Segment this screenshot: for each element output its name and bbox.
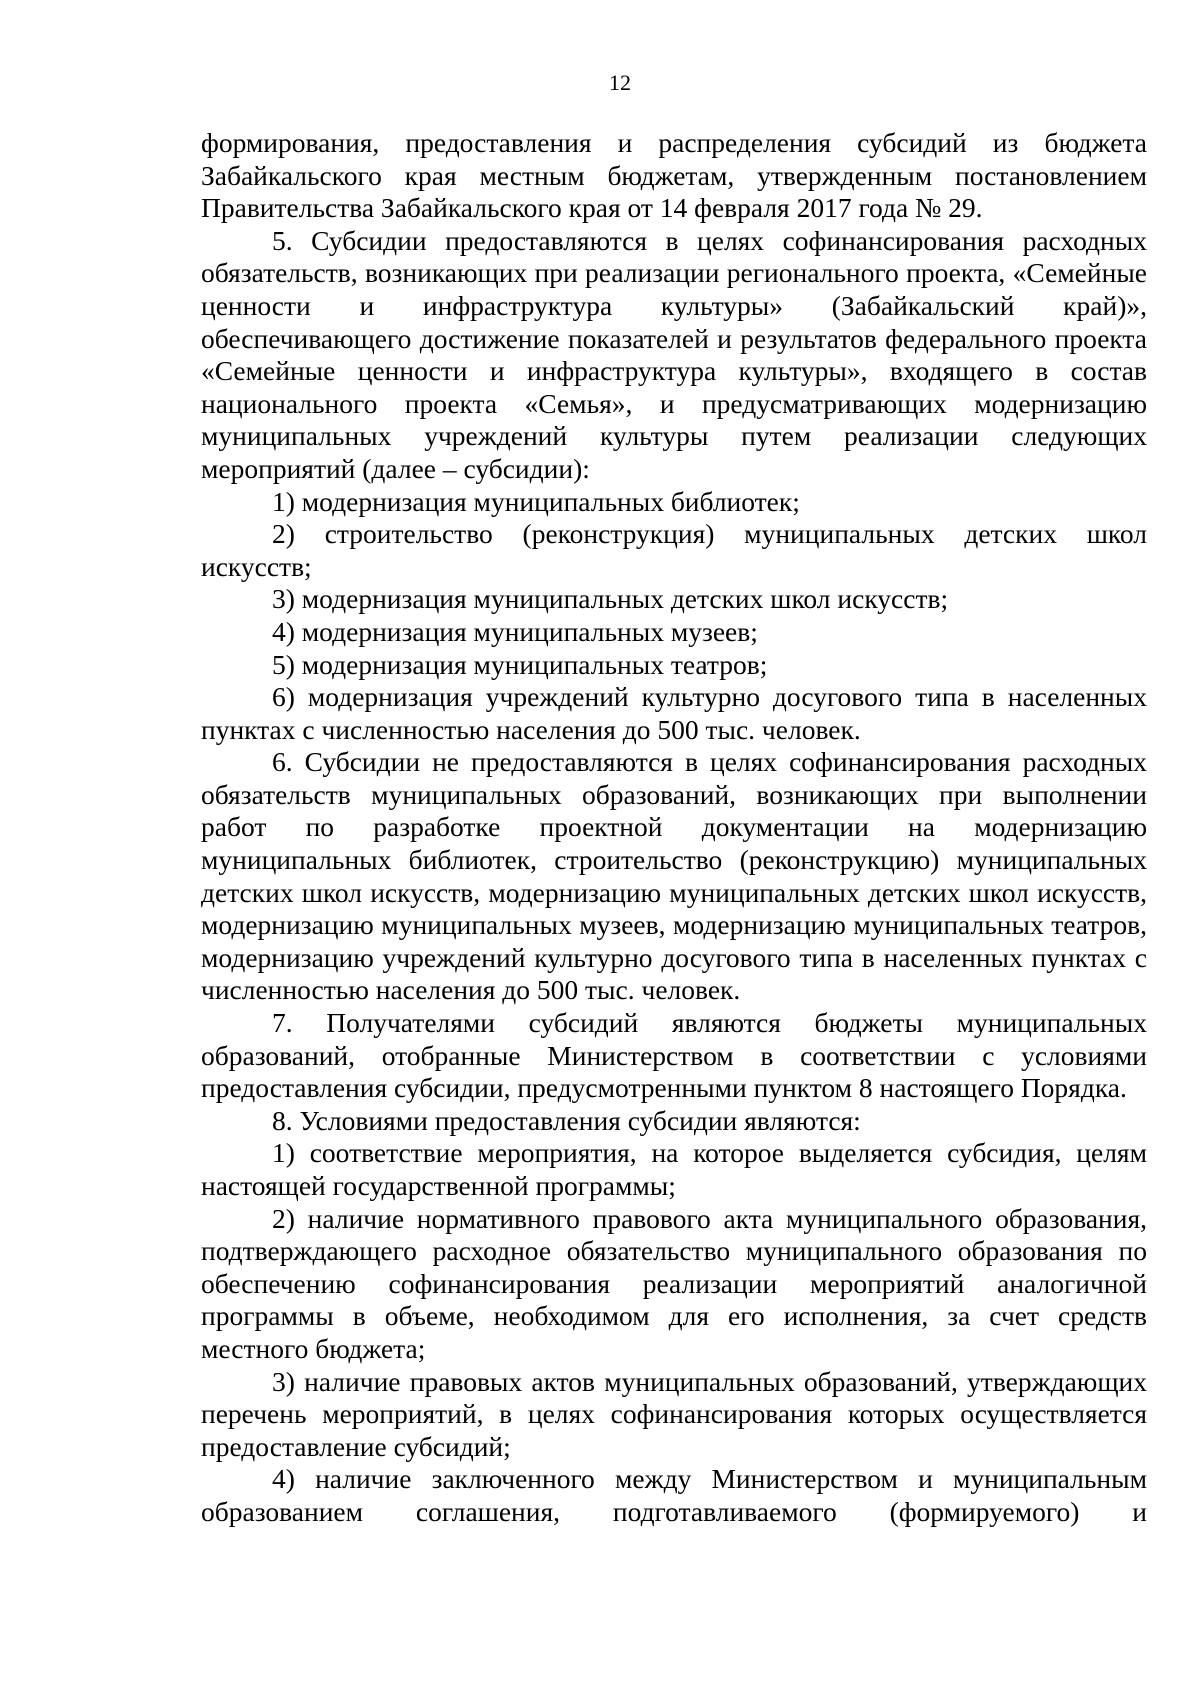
paragraph: 7. Получателями субсидий являются бюджеты муниципальных образований, отобранные Министерством в соответствии с условиями предоставления субсидии, предусмотренными пунктом 8 настоящего Порядка. [201, 1007, 1147, 1104]
list-item: 5) модернизация муниципальных театров; [272, 648, 768, 680]
list-item: 2) строительство (реконструкция) муниципальных детских школ искусств; [201, 518, 1147, 582]
list-item: 2) наличие нормативного правового акта муниципального образования, подтверждающего расходное обязательство муниципального образования по обеспечению софинансирования реализации мероприятий аналогичной программы в объеме, необходимом для его исполнения, за счет средств местного бюджета; [201, 1202, 1147, 1364]
list-item: 3) модернизация муниципальных детских школ искусств; [272, 583, 949, 615]
list-item: 4) модернизация муниципальных музеев; [272, 615, 758, 647]
list-item: 1) соответствие мероприятия, на которое выделяется субсидия, целям настоящей государственной программы; [201, 1137, 1147, 1201]
paragraph: 8. Условиями предоставления субсидии являются: [272, 1104, 861, 1136]
list-item: 3) наличие правовых актов муниципальных образований, утверждающих перечень мероприятий, в целях софинансирования которых осуществляется предоставление субсидий; [201, 1365, 1147, 1462]
list-item: 4) наличие заключенного между Министерством и муниципальным образованием соглашения, подготавливаемого (формируемого) и [201, 1463, 1147, 1527]
page-number: 12 [609, 70, 631, 95]
list-item: 6) модернизация учреждений культурно досугового типа в населенных пунктах с численностью населения до 500 тыс. человек. [201, 681, 1147, 745]
document-body [201, 127, 1147, 1529]
list-item: 1) модернизация муниципальных библиотек; [272, 485, 800, 517]
paragraph: формирования, предоставления и распределения субсидий из бюджета Забайкальского края местным бюджетам, утвержденным постановлением Правительства Забайкальского края от 14 февраля 2017 года № 29. [201, 127, 1147, 224]
paragraph: 6. Субсидии не предоставляются в целях софинансирования расходных обязательств муниципальных образований, возникающих при выполнении работ по разработке проектной документации на модернизацию муниципальных библиотек, строительство (реконструкцию) муниципальных детских школ искусств, модернизацию муниципальных детских школ искусств, модернизацию муниципальных музеев, модернизацию муниципальных театров, модернизацию учреждений культурно досугового типа в населенных пунктах с численностью населения до 500 тыс. человек. [201, 746, 1147, 1006]
paragraph: 5. Субсидии предоставляются в целях софинансирования расходных обязательств, возникающих при реализации регионального проекта, «Семейные ценности и инфраструктура культуры» (Забайкальский край)», обеспечивающего достижение показателей и результатов федерального проекта «Семейные ценности и инфраструктура культуры», входящего в состав национального проекта «Семья», и предусматривающих модернизацию муниципальных учреждений культуры путем реализации следующих мероприятий (далее – субсидии): [201, 224, 1147, 484]
